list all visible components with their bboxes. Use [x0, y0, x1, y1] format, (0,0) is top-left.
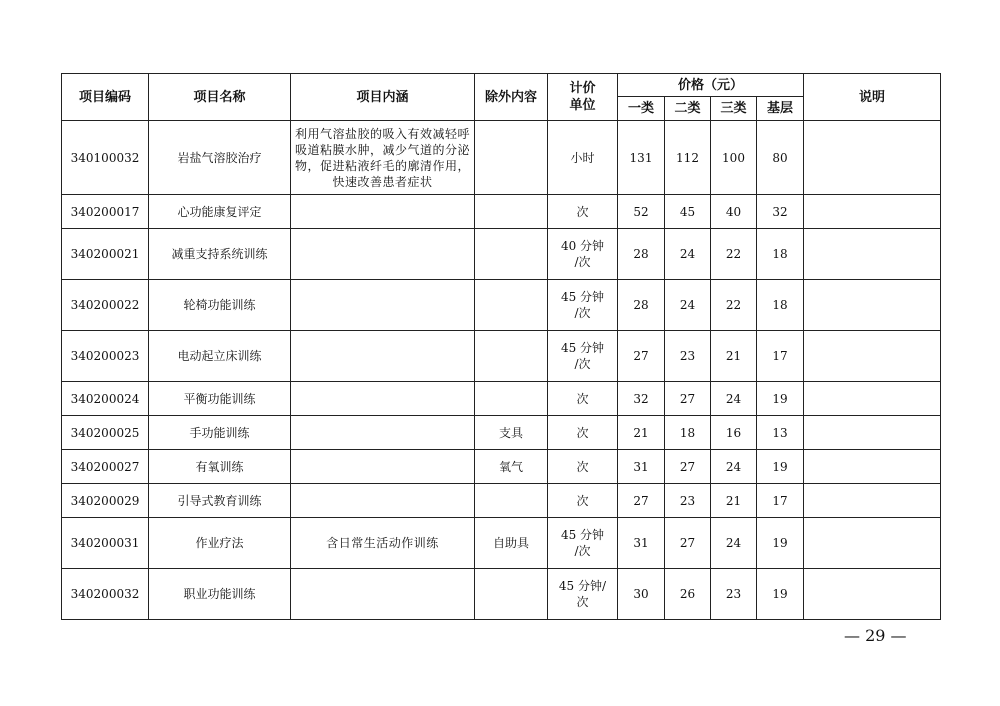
cell-unit: 次: [548, 484, 618, 518]
header-notes: 说明: [804, 74, 941, 121]
cell-notes: [804, 484, 941, 518]
cell-content: [291, 280, 475, 331]
cell-excluded: [475, 484, 548, 518]
cell-name: 减重支持系统训练: [149, 229, 291, 280]
cell-content: [291, 331, 475, 382]
cell-name: 有氧训练: [149, 450, 291, 484]
cell-notes: [804, 331, 941, 382]
table-row: [62, 382, 941, 416]
cell-unit: 45 分钟 /次: [548, 518, 618, 569]
cell-content: 含日常生活动作训练: [291, 518, 475, 569]
table-row: [62, 450, 941, 484]
cell-code: 340200031: [62, 518, 149, 569]
cell-price-class3: 100: [711, 121, 757, 195]
cell-notes: [804, 229, 941, 280]
cell-price-class3: 24: [711, 450, 757, 484]
cell-price-grassroots: 19: [757, 518, 804, 569]
table-row: [62, 121, 941, 195]
header-content: 项目内涵: [291, 74, 475, 121]
cell-notes: [804, 450, 941, 484]
cell-name: 轮椅功能训练: [149, 280, 291, 331]
cell-price-class3: 40: [711, 195, 757, 229]
table-row: [62, 331, 941, 382]
cell-price-class2: 23: [665, 484, 711, 518]
cell-code: 340200029: [62, 484, 149, 518]
header-excluded: 除外内容: [475, 74, 548, 121]
table-row: [62, 484, 941, 518]
cell-name: 作业疗法: [149, 518, 291, 569]
cell-name: 电动起立床训练: [149, 331, 291, 382]
cell-unit: 次: [548, 195, 618, 229]
cell-code: 340100032: [62, 121, 149, 195]
header-name: 项目名称: [149, 74, 291, 121]
cell-notes: [804, 518, 941, 569]
cell-code: 340200023: [62, 331, 149, 382]
cell-excluded: [475, 331, 548, 382]
cell-price-class2: 27: [665, 450, 711, 484]
cell-price-class2: 26: [665, 569, 711, 620]
cell-unit: 40 分钟 /次: [548, 229, 618, 280]
cell-unit: 小时: [548, 121, 618, 195]
header-unit: 计价 单位: [548, 74, 618, 121]
cell-excluded: [475, 121, 548, 195]
cell-name: 引导式教育训练: [149, 484, 291, 518]
cell-excluded: 支具: [475, 416, 548, 450]
header-price-group: 价格（元）: [618, 74, 804, 97]
cell-content: [291, 484, 475, 518]
cell-price-class1: 21: [618, 416, 665, 450]
cell-excluded: [475, 382, 548, 416]
cell-unit: 45 分钟 /次: [548, 331, 618, 382]
cell-price-class2: 27: [665, 382, 711, 416]
table-row: [62, 195, 941, 229]
cell-name: 职业功能训练: [149, 569, 291, 620]
cell-notes: [804, 416, 941, 450]
cell-content: [291, 569, 475, 620]
cell-price-class2: 23: [665, 331, 711, 382]
cell-price-class2: 24: [665, 229, 711, 280]
cell-price-class1: 31: [618, 450, 665, 484]
cell-price-class1: 27: [618, 484, 665, 518]
cell-code: 340200027: [62, 450, 149, 484]
cell-price-class3: 24: [711, 518, 757, 569]
header-code: 项目编码: [62, 74, 149, 121]
cell-price-class1: 30: [618, 569, 665, 620]
cell-price-class1: 28: [618, 229, 665, 280]
cell-content: [291, 416, 475, 450]
cell-excluded: [475, 280, 548, 331]
header-class2: 二类: [665, 97, 711, 121]
cell-price-class2: 24: [665, 280, 711, 331]
cell-price-class3: 22: [711, 229, 757, 280]
table-body: [62, 121, 941, 620]
cell-name: 平衡功能训练: [149, 382, 291, 416]
cell-unit: 次: [548, 450, 618, 484]
cell-price-grassroots: 13: [757, 416, 804, 450]
cell-price-class2: 45: [665, 195, 711, 229]
cell-unit: 45 分钟/ 次: [548, 569, 618, 620]
cell-price-grassroots: 19: [757, 382, 804, 416]
cell-price-grassroots: 17: [757, 331, 804, 382]
cell-price-grassroots: 80: [757, 121, 804, 195]
cell-notes: [804, 569, 941, 620]
cell-notes: [804, 382, 941, 416]
table-row: [62, 569, 941, 620]
cell-excluded: 自助具: [475, 518, 548, 569]
cell-code: 340200021: [62, 229, 149, 280]
cell-content: [291, 382, 475, 416]
cell-price-grassroots: 18: [757, 229, 804, 280]
cell-price-class1: 131: [618, 121, 665, 195]
cell-excluded: [475, 229, 548, 280]
cell-excluded: [475, 569, 548, 620]
cell-content: [291, 195, 475, 229]
cell-price-grassroots: 19: [757, 569, 804, 620]
cell-code: 340200025: [62, 416, 149, 450]
table-row: [62, 229, 941, 280]
cell-price-class3: 23: [711, 569, 757, 620]
cell-price-class3: 24: [711, 382, 757, 416]
price-table: [61, 73, 941, 620]
table-row: [62, 280, 941, 331]
cell-content: [291, 450, 475, 484]
cell-price-grassroots: 18: [757, 280, 804, 331]
cell-price-class1: 27: [618, 331, 665, 382]
cell-excluded: [475, 195, 548, 229]
table-row: [62, 518, 941, 569]
cell-price-class3: 21: [711, 331, 757, 382]
cell-price-class1: 32: [618, 382, 665, 416]
cell-content: 利用气溶盐胶的吸入有效减轻呼吸道粘膜水肿，减少气道的分泌物，促进粘液纤毛的廓清作用，快速改善患者症状: [291, 121, 475, 195]
cell-excluded: 氧气: [475, 450, 548, 484]
cell-price-grassroots: 32: [757, 195, 804, 229]
header-class1: 一类: [618, 97, 665, 121]
cell-price-class2: 112: [665, 121, 711, 195]
cell-price-class1: 52: [618, 195, 665, 229]
cell-price-class3: 21: [711, 484, 757, 518]
cell-code: 340200017: [62, 195, 149, 229]
cell-price-class2: 18: [665, 416, 711, 450]
page-number: — 29 —: [844, 626, 907, 645]
cell-name: 心功能康复评定: [149, 195, 291, 229]
cell-price-class2: 27: [665, 518, 711, 569]
cell-price-class3: 22: [711, 280, 757, 331]
cell-price-grassroots: 19: [757, 450, 804, 484]
header-grassroots: 基层: [757, 97, 804, 121]
cell-price-grassroots: 17: [757, 484, 804, 518]
cell-unit: 次: [548, 416, 618, 450]
cell-name: 手功能训练: [149, 416, 291, 450]
cell-notes: [804, 280, 941, 331]
cell-price-class1: 28: [618, 280, 665, 331]
cell-unit: 次: [548, 382, 618, 416]
cell-content: [291, 229, 475, 280]
header-class3: 三类: [711, 97, 757, 121]
cell-code: 340200022: [62, 280, 149, 331]
cell-price-class3: 16: [711, 416, 757, 450]
cell-price-class1: 31: [618, 518, 665, 569]
cell-notes: [804, 195, 941, 229]
cell-code: 340200024: [62, 382, 149, 416]
cell-code: 340200032: [62, 569, 149, 620]
cell-unit: 45 分钟 /次: [548, 280, 618, 331]
cell-name: 岩盐气溶胶治疗: [149, 121, 291, 195]
cell-notes: [804, 121, 941, 195]
table-row: [62, 416, 941, 450]
